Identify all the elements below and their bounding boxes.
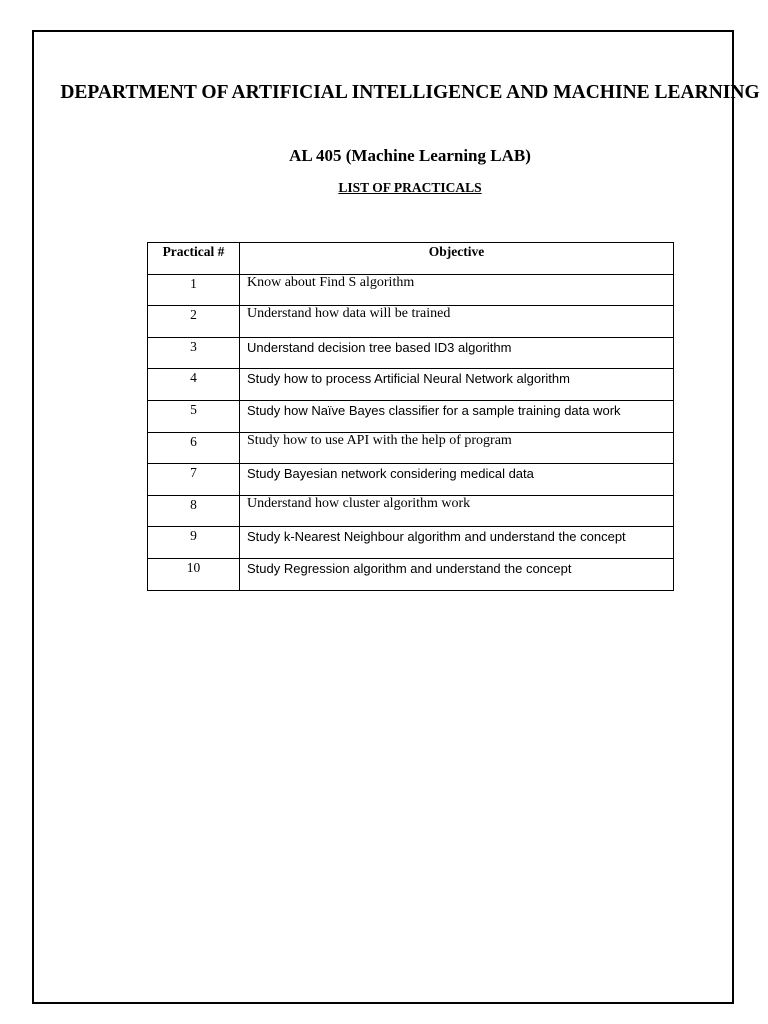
table-row (148, 306, 674, 338)
practicals-table (147, 242, 674, 591)
department-title: DEPARTMENT OF ARTIFICIAL INTELLIGENCE AND MACHINE LEARNING (60, 82, 760, 103)
practical-objective: Study how Naïve Bayes classifier for a sample training data work (240, 400, 674, 432)
practical-number: 6 (148, 432, 240, 464)
table-row (148, 527, 674, 559)
table-row (148, 432, 674, 464)
practical-number: 2 (148, 306, 240, 338)
lab-title: AL 405 (Machine Learning LAB) (289, 146, 531, 165)
practical-objective: Study Regression algorithm and understand the concept (240, 558, 674, 590)
practical-objective: Understand how data will be trained (240, 306, 674, 338)
table-row (148, 337, 674, 369)
table-row (148, 274, 674, 306)
header-practical-number: Practical # (148, 243, 240, 275)
table-row (148, 558, 674, 590)
practical-number: 3 (148, 337, 240, 369)
practical-number: 1 (148, 274, 240, 306)
practical-number: 7 (148, 464, 240, 496)
practical-objective: Study how to use API with the help of program (240, 432, 674, 464)
table-row (148, 400, 674, 432)
practical-objective: Know about Find S algorithm (240, 274, 674, 306)
practical-objective: Study k-Nearest Neighbour algorithm and understand the concept (240, 527, 674, 559)
practical-number: 4 (148, 369, 240, 401)
practical-number: 10 (148, 558, 240, 590)
practical-objective: Study Bayesian network considering medical data (240, 464, 674, 496)
practical-number: 8 (148, 495, 240, 527)
practical-number: 5 (148, 400, 240, 432)
table-row (148, 464, 674, 496)
practical-objective: Understand how cluster algorithm work (240, 495, 674, 527)
table-row (148, 495, 674, 527)
header-objective: Objective (240, 243, 674, 275)
list-heading: LIST OF PRACTICALS (338, 180, 482, 195)
table-header-row (148, 243, 674, 275)
practical-number: 9 (148, 527, 240, 559)
practical-objective: Study how to process Artificial Neural Network algorithm (240, 369, 674, 401)
table-row (148, 369, 674, 401)
practical-objective: Understand decision tree based ID3 algorithm (240, 337, 674, 369)
